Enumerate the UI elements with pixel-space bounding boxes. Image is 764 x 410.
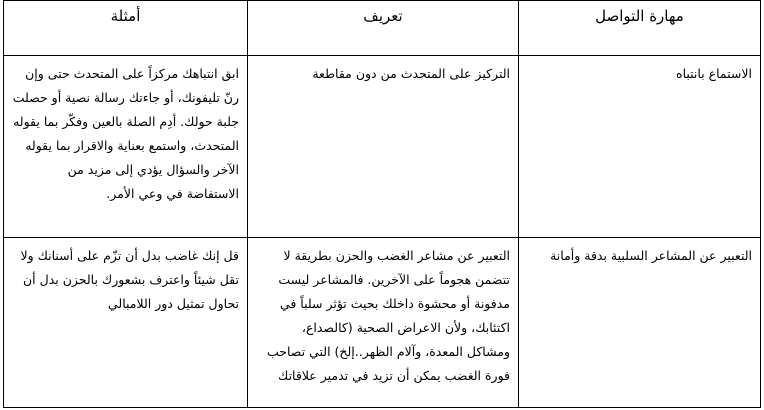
skill-cell: الاستماع بانتباه [519, 56, 761, 238]
definition-cell: التعبير عن مشاعر الغضب والحزن بطريقة لا تتضمن هجوماً على الآخرين. فالمشاعر ليست مدفونة أو محشوة داخلك بحيث تؤثر سلباً في اكتئابك، ولأن الاعراض الصحية (كالصداع، ومشاكل المعدة، وآلام الظهر..إلخ) التي تصاحب فورة الغضب يمكن أن تزيد في تدمير علاقاتك [248, 238, 519, 408]
header-skill: مهارة التواصل [519, 1, 761, 56]
examples-cell: ابق انتباهك مركزاً على المتحدث حتى وإن رنّ تليفونك، أو جاءتك رسالة نصية أو حصلت جلبة حولك. أدِم الصلة بالعين وفكّر بما يقوله المتحدث، واستمع بعناية والاقرار بما يقوله الآخر والسؤال يؤدي إلى مزيد من الاستفاضة في وعي الأمر. [4, 56, 248, 238]
table-row [4, 238, 761, 408]
table-row [4, 56, 761, 238]
examples-cell: قل إنك غاضب بدل أن تزّم على أسنانك ولا تقل شيئاً واعترف بشعورك بالحزن بدل أن تحاول تمثيل دور اللامبالي [4, 238, 248, 408]
header-examples: أمثلة [4, 1, 248, 56]
table-header-row [4, 1, 761, 56]
skill-cell: التعبير عن المشاعر السلبية بدقة وأمانة [519, 238, 761, 408]
definition-cell: التركيز على المتحدث من دون مقاطعة [248, 56, 519, 238]
communication-skills-table [3, 0, 761, 408]
header-definition: تعريف [248, 1, 519, 56]
